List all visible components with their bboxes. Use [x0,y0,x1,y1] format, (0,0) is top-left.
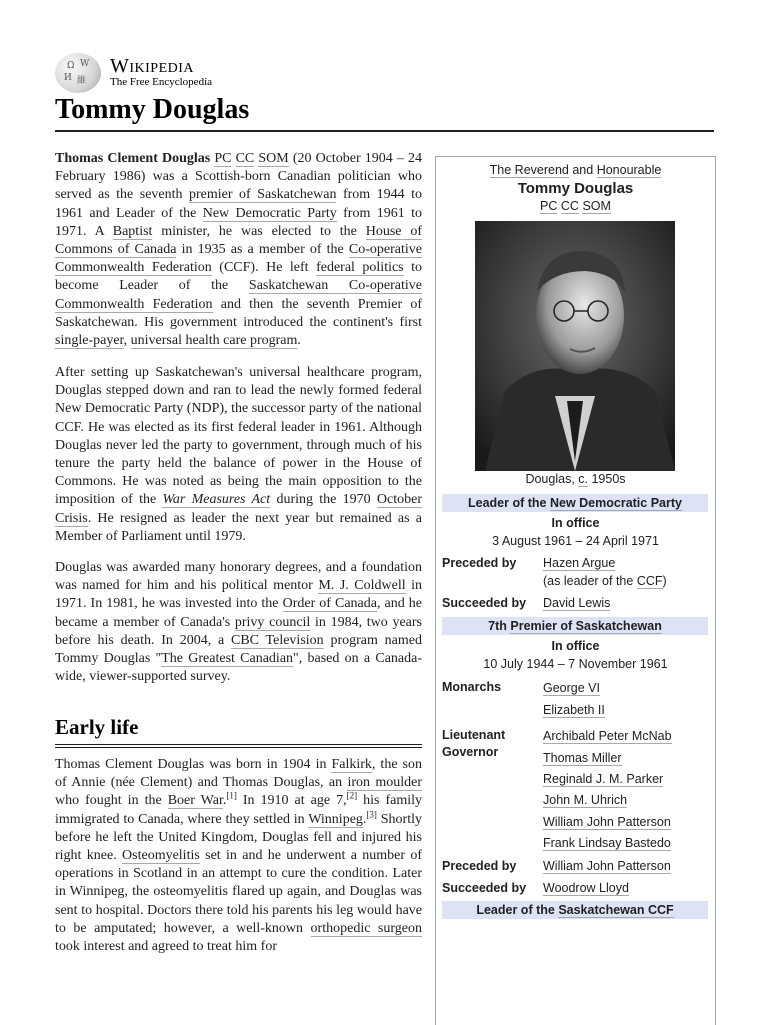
lead-paragraph-3 [55,559,422,686]
office-header-premier: 7th Premier of Saskatchewan [442,617,708,635]
wikipedia-tagline: The Free Encyclopedia [110,76,213,88]
photo-caption: Douglas, c. 1950s [525,472,626,486]
inline-link[interactable]: CBC Television [231,632,324,648]
preceded-by-value: William John Patterson [543,859,671,873]
cc-link[interactable]: CC [560,199,579,213]
wikipedia-globe-logo[interactable] [55,53,103,93]
text-run: from 1944 to 1961 and Leader of the [55,187,423,221]
portrait-photo[interactable] [475,221,675,471]
inline-link[interactable]: premier of Saskatchewan [189,187,337,203]
text-run: In 1910 at age 7, [236,793,347,809]
inline-link[interactable]: Winnipeg [308,811,363,827]
lg-item: Thomas Miller [543,751,622,765]
inline-link[interactable]: M. J. Coldwell [318,578,406,594]
inline-link[interactable]: orthopedic surgeon [310,920,422,936]
preceded-by-label: Preceded by [442,859,517,873]
bold-text: Thomas Clement Douglas [55,151,211,166]
text-run: Douglas was awarded many honorary degrees, and a foundation was named for him and his political mentor [55,560,422,594]
text-run: from 1961 to 1971. A [55,205,422,239]
inline-link[interactable]: House of Commons of Canada [55,223,423,258]
inline-link[interactable]: New Democratic Party [202,205,337,221]
text-run: in 1984, two years before his death. In 2004, a [55,614,422,648]
text-run: in 1971. In 1981, he was invested into the [55,578,423,612]
inline-link[interactable]: Saskatchewan Co-operative Commonwealth Federation [55,278,422,312]
succeeded-by-value: Woodrow Lloyd [543,881,629,895]
pc-link[interactable]: PC [540,199,558,213]
infobox-name: Tommy Douglas [517,180,634,197]
text-run: ", based on a Canada-wide, viewer-supported survey. [55,651,423,685]
inline-link[interactable]: Order of Canada [282,596,377,612]
office-header-ndp-leader: Leader of the New Democratic Party [442,494,708,512]
preceded-by-value: Hazen Argue [543,556,616,570]
som-link[interactable]: SOM [582,199,611,213]
inline-link[interactable]: War Measures Act [162,492,271,508]
inline-link[interactable]: iron moulder [347,775,422,791]
in-office-label: In office [551,516,600,530]
lieutenant-governor-label: Lieutenant Governor [442,728,506,759]
inline-link[interactable]: Co-operative Commonwealth Federation [55,242,422,276]
inline-link[interactable]: federal politics [316,260,404,276]
sask-ccf-link[interactable]: Saskatchewan CCF [558,903,674,917]
circa-link[interactable]: c. [578,472,588,486]
text-run: . He resigned as leader the next year but remained as a Member of Parliament until 1979. [55,510,422,544]
text-run: . [297,333,301,349]
succeeded-by-label: Succeeded by [442,881,527,895]
ccf-link[interactable]: CCF [636,574,663,588]
lg-item: John M. Uhrich [543,793,628,807]
lg-item: Reginald J. M. Parker [543,772,664,786]
inline-link[interactable]: Baptist [112,223,153,239]
inline-link[interactable]: single-payer [55,333,124,349]
lead-paragraph-2 [55,364,422,546]
in-office-label: In office [551,639,600,653]
office-header-sask-ccf: Leader of the Saskatchewan CCF [442,901,708,919]
text-run: , and he became a member of Canada's [55,596,422,630]
lg-item: William John Patterson [543,815,671,829]
title-underline [55,130,714,132]
citation-ref[interactable]: [1] [226,790,237,801]
page-title: Tommy Douglas [55,94,250,125]
monarchs-label: Monarchs [442,680,502,694]
inline-link[interactable]: Osteomyelitis [122,848,200,864]
office-term: 10 July 1944 – 7 November 1961 [483,657,668,671]
monarch-item: George VI [543,681,600,695]
inline-link[interactable]: October Crisis [55,492,422,526]
monarch-item: Elizabeth II [543,703,605,717]
text-run: , the son of Annie (née Clement) and Thomas Douglas, an [55,757,422,791]
text-run: Shortly before he left the United Kingdom, Douglas fell and injured his right knee. [55,811,422,864]
text-run: After setting up Saskatchewan's universal healthcare program, Douglas stepped down and ran to lead the newly formed federal New Democratic Party (NDP), the successor party of the national CCF. He was elected as its first federal leader in 1961. Although Douglas never led the party to government, through much of his tenure the party held the balance of power in the House of Commons. He was noted as being the main opposition to the imposition of the [55,365,422,508]
section-heading-early-life: Early life [55,715,139,739]
lg-item: Frank Lindsay Bastedo [543,836,671,850]
text-run: who fought in the [55,793,168,809]
succeeded-by-value: David Lewis [543,596,611,610]
text-run: (CCF). He left [211,260,317,276]
text-run: program named Tommy Douglas " [55,632,422,667]
text-run: and [568,163,597,177]
text-run: Thomas Clement Douglas was born in 1904 in [55,757,332,772]
text-run [231,151,235,166]
inline-link[interactable]: universal health care program [130,333,298,349]
inline-link[interactable]: privy council [234,614,311,630]
succeeded-by-label: Succeeded by [442,596,527,610]
premier-link[interactable]: Premier of Saskatchewan [510,619,662,633]
text-run: . [362,811,367,827]
text-run: during the 1970 [270,492,377,508]
text-run: set in and he underwent a number of operations in Scotland in an attempt to cure the condition. Later in Winnipeg, the osteomyelitis flared up again, and Douglas was sent to hospital. Doctors there told his parents his leg would have to be amputated; however, a well-known [55,848,423,936]
preceded-by-label: Preceded by [442,556,517,570]
lg-item: Archibald Peter McNab [543,729,672,743]
lead-paragraph-1 [55,150,422,350]
infobox [435,156,716,1025]
text-run: , [123,333,131,349]
inline-link[interactable]: CC [235,151,255,166]
text-run: in 1935 as a member of the [176,242,349,258]
text-run: . [222,793,227,809]
inline-link[interactable]: Honourable [596,163,662,177]
wikipedia-wordmark[interactable]: Wikipedia [110,55,195,77]
postnominals [436,199,715,213]
inline-link[interactable]: Falkirk [331,757,372,772]
honorific-prefix [436,163,715,177]
text-run: minister, he was elected to the [152,223,366,239]
inline-link[interactable]: Boer War [167,793,223,809]
preceded-by-note: (as leader of the CCF) [543,574,667,588]
inline-link[interactable]: The Greatest Canadian [161,651,294,667]
citation-ref[interactable]: [3] [366,808,377,819]
text-run: and then the seventh Premier of Saskatchewan. His government introduced the continent's first [55,296,422,330]
section-underline [55,744,422,748]
office-term: 3 August 1961 – 24 April 1971 [492,534,659,548]
inline-link[interactable]: SOM [258,151,289,166]
ndp-link[interactable]: New Democratic Party [549,496,682,510]
puzzle-globe-icon: Ω W И 維 [55,53,101,93]
text-run: his family immigrated to Canada, where they settled in [55,793,422,827]
text-run: took interest and agreed to treat him for [55,939,277,955]
early-life-paragraph [55,756,422,956]
inline-link[interactable]: The Reverend [489,163,569,177]
inline-link[interactable]: PC [214,151,232,166]
text-run: to become Leader of the [55,260,423,294]
text-run: (20 October 1904 – 24 February 1986) was a Scottish-born Canadian politician who served as the seventh [55,151,422,203]
citation-ref[interactable]: [2] [346,790,358,801]
